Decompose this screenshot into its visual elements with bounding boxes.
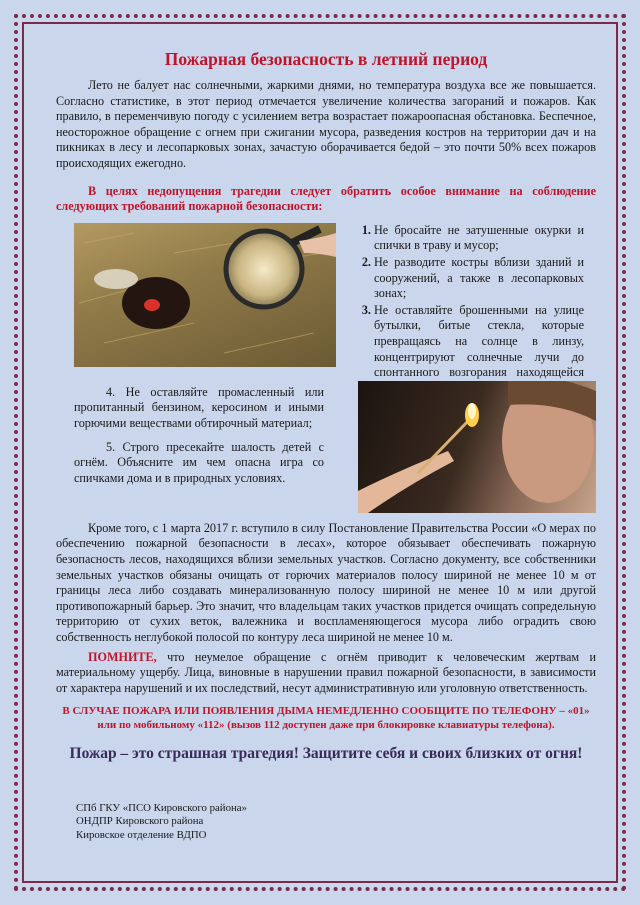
- list-item: 4. Не оставляйте промасленный или пропитанный бензином, керосином и иными горючими веществами обтирочный материал;: [74, 384, 324, 430]
- page-title: Пожарная безопасность в летний период: [164, 49, 488, 69]
- slogan: Пожар – это страшная трагедия! Защитите себя и своих близких от огня!: [69, 745, 583, 763]
- law-paragraph: Кроме того, с 1 марта 2017 г. вступило в силу Постановление Правительства России «О мерах по обеспечению пожарной безопасности в лесах», которое обязывает обеспечивать пожарную безопасность лесов, находящихся вблизи земельных участков. Согласно документу, все собственники земельных участков обязаны очищать от горючих материалов полосу шириной не менее 10 м от границы леса либо создавать минерализованную полосу шириной не менее 10 м или другой противопожарный барьер. Это значит, что владельцам таких участков придется очищать сопредельную территорию от сухих веток, валежника и воспламеняющегося мусора либо оградить свою собственность неглубокой полосой по контуру леса шириной не менее 10 м.: [56, 520, 596, 644]
- footer-line: Кировское отделение ВДПО: [76, 828, 207, 841]
- remember-text: что неумелое обращение с огнём приводит к человеческим жертвам и материальному ущербу. Лица, виновные в нарушении правил пожарной безопасности, в зависимости от характера нарушений и их последствий, несут административную или уголовную ответственность.: [56, 649, 596, 695]
- remember-paragraph: [56, 650, 596, 697]
- list-item: 2. Не разводите костры вблизи зданий и сооружений, а также в лесопарковых зонах;: [374, 255, 584, 302]
- footer-line: ОНДПР Кировского района: [76, 815, 204, 828]
- emergency-phone-notice: В СЛУЧАЕ ПОЖАРА ИЛИ ПОЯВЛЕНИЯ ДЫМА НЕМЕДЛЕННО СООБЩИТЕ ПО ТЕЛЕФОНУ – «01» или по мобильному «112» (вызов 112 доступен даже при блокировке клавиатуры телефона).: [62, 705, 590, 732]
- list-item: 1. Не бросайте не затушенные окурки и спички в траву и мусор;: [374, 223, 584, 254]
- intro-paragraph: Лето не балует нас солнечными, жаркими днями, но температура воздуха все же повышается. Согласно статистике, в этот период отмечается увеличение количества загораний и пожаров. Как правило, в переменчивую погоду с усилением ветра возрастает пожароопасная обстановка. Беспечное, неосторожное обращение с огнем при сжигании мусора, разведения костров на территории дач и на пикниках в лесу и лесопарковых зонах, зачастую оборачивается бедой – это почти 50% всех пожаров происходящих ежегодно.: [56, 78, 596, 170]
- rules-list-top: [354, 222, 584, 380]
- remember-word: ПОМНИТЕ,: [88, 649, 157, 664]
- rules-list-bottom: [74, 385, 324, 519]
- magnifying-glass-burning-grass-photo: [74, 223, 336, 367]
- footer-signature: [76, 802, 247, 842]
- rules-bottom-section: [56, 381, 596, 519]
- list-item: 5. Строго пресекайте шалость детей с огнём. Объясните им чем опасна игра со спичками дома и в природных условиях.: [74, 439, 324, 485]
- list-item: 3. Не оставляйте брошенными на улице бутылки, битые стекла, которые превращаясь на солнце в линзу, концентрируют солнечные лучи до спонтанного возгорания находящейся: [374, 303, 584, 397]
- child-holding-lit-match-photo: [358, 381, 596, 513]
- leaflet-content: [56, 48, 596, 763]
- footer-line: СПб ГКУ «ПСО Кировского района»: [76, 802, 247, 814]
- warning-lead: В целях недопущения трагедии следует обратить особое внимание на соблюдение следующих требований пожарной безопасности:: [56, 183, 596, 214]
- rules-top-section: [56, 222, 596, 380]
